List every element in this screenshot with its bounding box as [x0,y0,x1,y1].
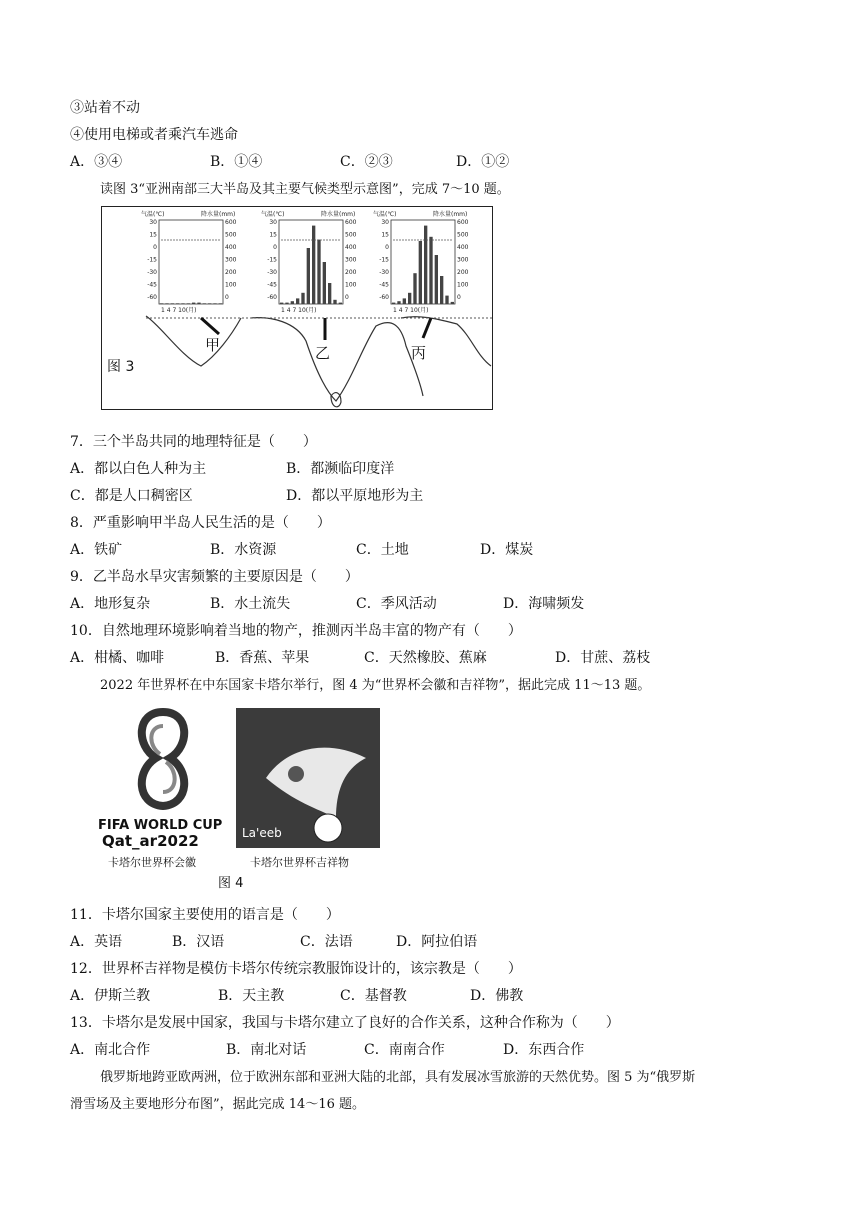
answer-option-a: A．③④ [70,154,123,170]
q10-option-a: A．柑橘、咖啡 [70,650,165,666]
precip-bar [208,303,211,304]
temp-tick-label: 0 [385,244,389,251]
q10-option-b: B．香蕉、苹果 [215,650,310,666]
precip-bar [181,303,184,304]
precip-bar [307,248,310,304]
precip-bar [160,303,163,304]
q7-option-d: D．都以平原地形为主 [286,488,424,504]
q7-option-c: C．都是人口稠密区 [70,488,193,504]
peninsula-climate-map [101,206,493,410]
precip-tick-label: 0 [457,294,461,301]
precip-bar [435,255,438,304]
month-tick-labels: 1 4 7 10(月) [281,307,317,314]
emblem-caption: 卡塔尔世界杯会徽 [108,856,196,869]
q13-option-b: B．南北对话 [226,1042,307,1058]
q8-option-c: C．土地 [356,542,409,558]
month-tick-labels: 1 4 7 10(月) [161,307,197,314]
precip-bar [339,303,342,304]
precip-tick-label: 400 [457,244,469,251]
question-13: 13．卡塔尔是发展中国家，我国与卡塔尔建立了良好的合作关系，这种合作称为（ ） [70,1015,620,1031]
q7-option-b: B．都濒临印度洋 [286,461,395,477]
q11-option-b: B．汉语 [172,934,225,950]
temp-tick-label: 0 [153,244,157,251]
precip-bar [192,303,195,304]
q11-option-a: A．英语 [70,934,123,950]
precip-tick-label: 500 [225,231,237,239]
world-cup-mascot [236,708,380,848]
precip-bar [397,301,400,304]
q8-option-a: A．铁矿 [70,542,123,558]
precip-bar [440,276,443,304]
temp-axis-label: 气温(℃) [141,211,165,218]
temp-tick-label: -45 [147,281,157,289]
precip-bar [317,240,320,304]
q11-option-c: C．法语 [300,934,353,950]
temp-tick-label: -45 [267,281,277,289]
temp-tick-label: -30 [379,269,389,276]
temp-tick-label: -60 [147,294,157,301]
figure-4-label: 图 4 [218,876,244,891]
q11-option-d: D．阿拉伯语 [396,934,478,950]
q8-option-d: D．煤炭 [480,542,534,558]
temp-tick-label: -15 [379,256,389,264]
precip-bar [403,298,406,304]
q12-option-b: B．天主教 [218,988,285,1004]
precip-tick-label: 100 [457,281,469,289]
q12-option-c: C．基督教 [340,988,407,1004]
peninsula-label-yi: 乙 [315,344,331,362]
precip-tick-label: 200 [457,269,469,276]
q12-option-d: D．佛教 [470,988,524,1004]
precip-tick-label: 600 [345,219,357,226]
temp-tick-label: -30 [267,269,277,276]
emblem-graphic [96,706,230,816]
temp-axis-label: 气温(℃) [373,211,397,218]
peninsula-label-bing: 丙 [411,344,427,362]
precip-bar [285,303,288,304]
precip-bar [445,296,448,304]
fig5-intro-line1: 俄罗斯地跨亚欧两洲，位于欧洲东部和亚洲大陆的北部，具有发展冰雪旅游的天然优势。图 5 为“俄罗斯 [100,1070,696,1085]
precip-tick-label: 500 [457,231,469,239]
precip-tick-label: 400 [225,244,237,251]
precip-tick-label: 100 [345,281,357,289]
precip-bar [213,303,216,304]
figure-3-label: 图 3 [107,359,135,375]
precip-bar [280,303,283,304]
precip-tick-label: 300 [345,256,357,264]
climate-chart-frame [159,220,223,304]
option-item-3: ③站着不动 [70,100,140,116]
answer-option-d: D．①② [456,154,510,170]
temp-tick-label: -30 [147,269,157,276]
precip-bar [424,226,427,304]
temp-tick-label: 15 [381,231,389,239]
precip-tick-label: 400 [345,244,357,251]
precip-bar [429,237,432,304]
temp-tick-label: 30 [381,219,389,226]
climate-chart-frame [279,220,343,304]
mascot-name: La'eeb [242,826,282,840]
q9-option-c: C．季风活动 [356,596,437,612]
month-tick-labels: 1 4 7 10(月) [393,307,429,314]
temp-tick-label: 0 [273,244,277,251]
precip-bar [203,303,206,304]
precip-tick-label: 600 [457,219,469,226]
temp-tick-label: 15 [269,231,277,239]
precip-tick-label: 200 [225,269,237,276]
precip-bar [219,303,222,304]
precip-bar [301,293,304,304]
precip-tick-label: 0 [225,294,229,301]
q8-option-b: B．水资源 [210,542,277,558]
mascot-caption: 卡塔尔世界杯吉祥物 [250,856,349,869]
temp-axis-label: 气温(℃) [261,211,285,218]
climate-chart-frame [391,220,455,304]
precip-bar [451,302,454,304]
question-8: 8．严重影响甲半岛人民生活的是（ ） [70,515,331,531]
precip-axis-label: 降水量(mm) [433,211,468,218]
fig4-intro: 2022 年世界杯在中东国家卡塔尔举行，图 4 为“世界杯会徽和吉祥物”，据此完成 11～13 题。 [100,678,651,693]
world-cup-emblem [96,706,230,869]
q9-option-a: A．地形复杂 [70,596,151,612]
temp-tick-label: -15 [267,256,277,264]
precip-bar [333,300,336,304]
precip-tick-label: 500 [345,231,357,239]
temp-tick-label: -60 [267,294,277,301]
precip-bar [413,273,416,304]
precip-tick-label: 600 [225,219,237,226]
precip-tick-label: 0 [345,294,349,301]
peninsula-label-jia: 甲 [205,336,221,354]
precip-bar [312,226,315,304]
precip-bar [419,241,422,304]
precip-bar [296,298,299,304]
temp-tick-label: -15 [147,256,157,264]
temp-tick-label: -45 [379,281,389,289]
precip-tick-label: 100 [225,281,237,289]
precip-bar [165,303,168,304]
q13-option-c: C．南南合作 [364,1042,445,1058]
temp-tick-label: 30 [149,219,157,226]
figure-3 [101,206,493,410]
precip-bar [176,303,179,304]
temp-tick-label: 30 [269,219,277,226]
precip-tick-label: 300 [225,256,237,264]
question-12: 12．世界杯吉祥物是模仿卡塔尔传统宗教服饰设计的，该宗教是（ ） [70,961,522,977]
q13-option-a: A．南北合作 [70,1042,151,1058]
temp-tick-label: -60 [379,294,389,301]
precip-bar [408,293,411,304]
precip-bar [392,303,395,304]
temp-tick-label: 15 [149,231,157,239]
question-9: 9．乙半岛水旱灾害频繁的主要原因是（ ） [70,569,359,585]
precip-tick-label: 200 [345,269,357,276]
q13-option-d: D．东西合作 [503,1042,585,1058]
q12-option-a: A．伊斯兰教 [70,988,151,1004]
emblem-text-line1: FIFA WORLD CUP [98,818,223,833]
precip-axis-label: 降水量(mm) [321,211,356,218]
precip-tick-label: 300 [457,256,469,264]
fig3-intro: 读图 3“亚洲南部三大半岛及其主要气候类型示意图”，完成 7～10 题。 [100,182,510,197]
precip-bar [291,301,294,304]
precip-bar [187,303,190,304]
question-11: 11．卡塔尔国家主要使用的语言是（ ） [70,907,340,923]
fig5-intro-line2: 滑雪场及主要地形分布图”，据此完成 14～16 题。 [70,1097,365,1112]
precip-bar [323,262,326,304]
precip-bar [328,283,331,304]
q9-option-b: B．水土流失 [210,596,291,612]
emblem-text-line2: Qat_ar2022 [102,832,199,850]
precip-bar [197,303,200,304]
q7-option-a: A．都以白色人种为主 [70,461,207,477]
precip-axis-label: 降水量(mm) [201,211,236,218]
option-item-4: ④使用电梯或者乘汽车逃命 [70,127,238,143]
precip-bar [171,303,174,304]
q10-option-c: C．天然橡胶、蕉麻 [364,650,487,666]
q10-option-d: D．甘蔗、荔枝 [555,650,651,666]
q9-option-d: D．海啸频发 [503,596,585,612]
answer-option-b: B．①④ [210,154,263,170]
answer-option-c: C．②③ [340,154,393,170]
question-10: 10．自然地理环境影响着当地的物产，推测丙半岛丰富的物产有（ ） [70,623,522,639]
question-7: 7．三个半岛共同的地理特征是（ ） [70,434,317,450]
